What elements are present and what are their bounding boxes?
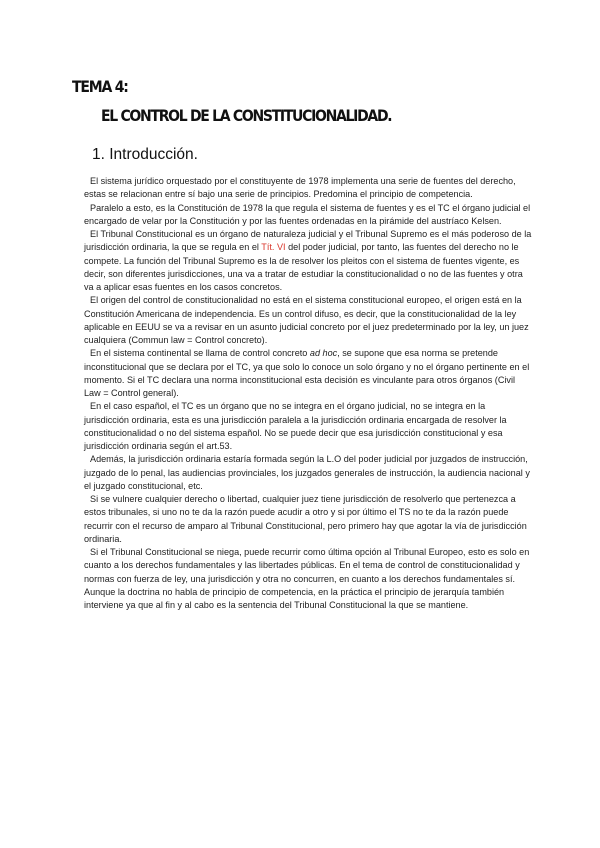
paragraph: El origen del control de constitucionalidad no está en el sistema constitucional europeo, el origen está en la Constitución Americana de independencia. Es un control difuso, es decir, que la constitucionalidad de la ley aplicable en EEUU se va a revisar en un asunto judicial concreto por el juez predeterminado por la ley, un juez cualquiera (Commun law = Control concreto).	[84, 295, 529, 345]
paragraph: El Tribunal Constitucional es un órgano de naturaleza judicial y el Tribunal Supremo es el más poderoso de la jurisdicción ordinaria, la que se regula en el Tít. VI del poder judicial, por tanto, las fuentes del derecho no le compete. La función del Tribunal Supremo es la de resolver los pleitos con el sistema de fuentes vigente, es decir, son diferentes jurisdicciones, una va a tratar de estudiar la constitucionalidad o no de las fuentes y otra va a aplicar esas fuentes en los casos concretos.	[84, 229, 532, 292]
title-reference: Tít. VI	[261, 242, 286, 253]
chapter-label: TEMA 4:	[72, 78, 128, 97]
paragraph: Además, la jurisdicción ordinaria estaría formada según la L.O del poder judicial por juzgados de instrucción, juzgado de lo penal, las audiencias provinciales, los juzgados generales de instrucción, la audiencia nacional y el juzgado constitucional, etc.	[84, 454, 530, 491]
paragraph: En el caso español, el TC es un órgano que no se integra en el órgano judicial, no se integra en la jurisdicción ordinaria, esta es una jurisdicción paralela a la jurisdicción ordinaria encargada de resolver la constitucionalidad o no del sistema español. No se puede decir que esa jurisdicción constitucional y esa jurisdicción ordinaria según el art.53.	[84, 401, 507, 451]
paragraph: En el sistema continental se llama de control concreto ad hoc, se supone que esa norma se pretende inconstitucional que se declara por el TC, ya que solo lo conoce un solo órgano y no el órgano pertinente en el momento. Si el TC declara una norma inconstitucional esta decisión es vinculante para otros órganos (Civil Law = Control general).	[84, 348, 530, 398]
body-text	[84, 175, 532, 612]
section-heading: 1. Introducción.	[92, 146, 198, 163]
paragraph: El sistema jurídico orquestado por el constituyente de 1978 implementa una serie de fuentes del derecho, estas se relacionan entre sí bajo una serie de principios. Predomina el principio de competencia.	[84, 176, 516, 200]
paragraph: Si el Tribunal Constitucional se niega, puede recurrir como última opción al Tribunal Europeo, esto es solo en cuanto a los derechos fundamentales y las libertades públicas. En el tema de control de constitucionalidad y normas con fuerza de ley, una jurisdicción y otra no concurren, en cuanto a los derechos fundamentales sí. Aunque la doctrina no habla de principio de competencia, en la práctica el principio de jerarquía también interviene ya que al fin y al cabo es la sentencia del Tribunal Constitucional la que se mantiene.	[84, 547, 530, 610]
latin-term: ad hoc	[309, 348, 338, 359]
chapter-title: EL CONTROL DE LA CONSTITUCIONALIDAD.	[101, 107, 392, 126]
paragraph: Si se vulnere cualquier derecho o libertad, cualquier juez tiene jurisdicción de resolverlo que pertenezca a estos tribunales, si uno no te da la razón puede acudir a otro y si por último el TS no te da la razón puede recurrir con el recurso de amparo al Tribunal Constitucional, pero primero hay que agotar la vía de jurisdicción ordinaria.	[84, 494, 527, 544]
paragraph: Paralelo a esto, es la Constitución de 1978 la que regula el sistema de fuentes y es el TC el órgano judicial el encargado de velar por la Constitución y por las fuentes ordenadas en la pirámide del austríaco Kelsen.	[84, 202, 531, 226]
